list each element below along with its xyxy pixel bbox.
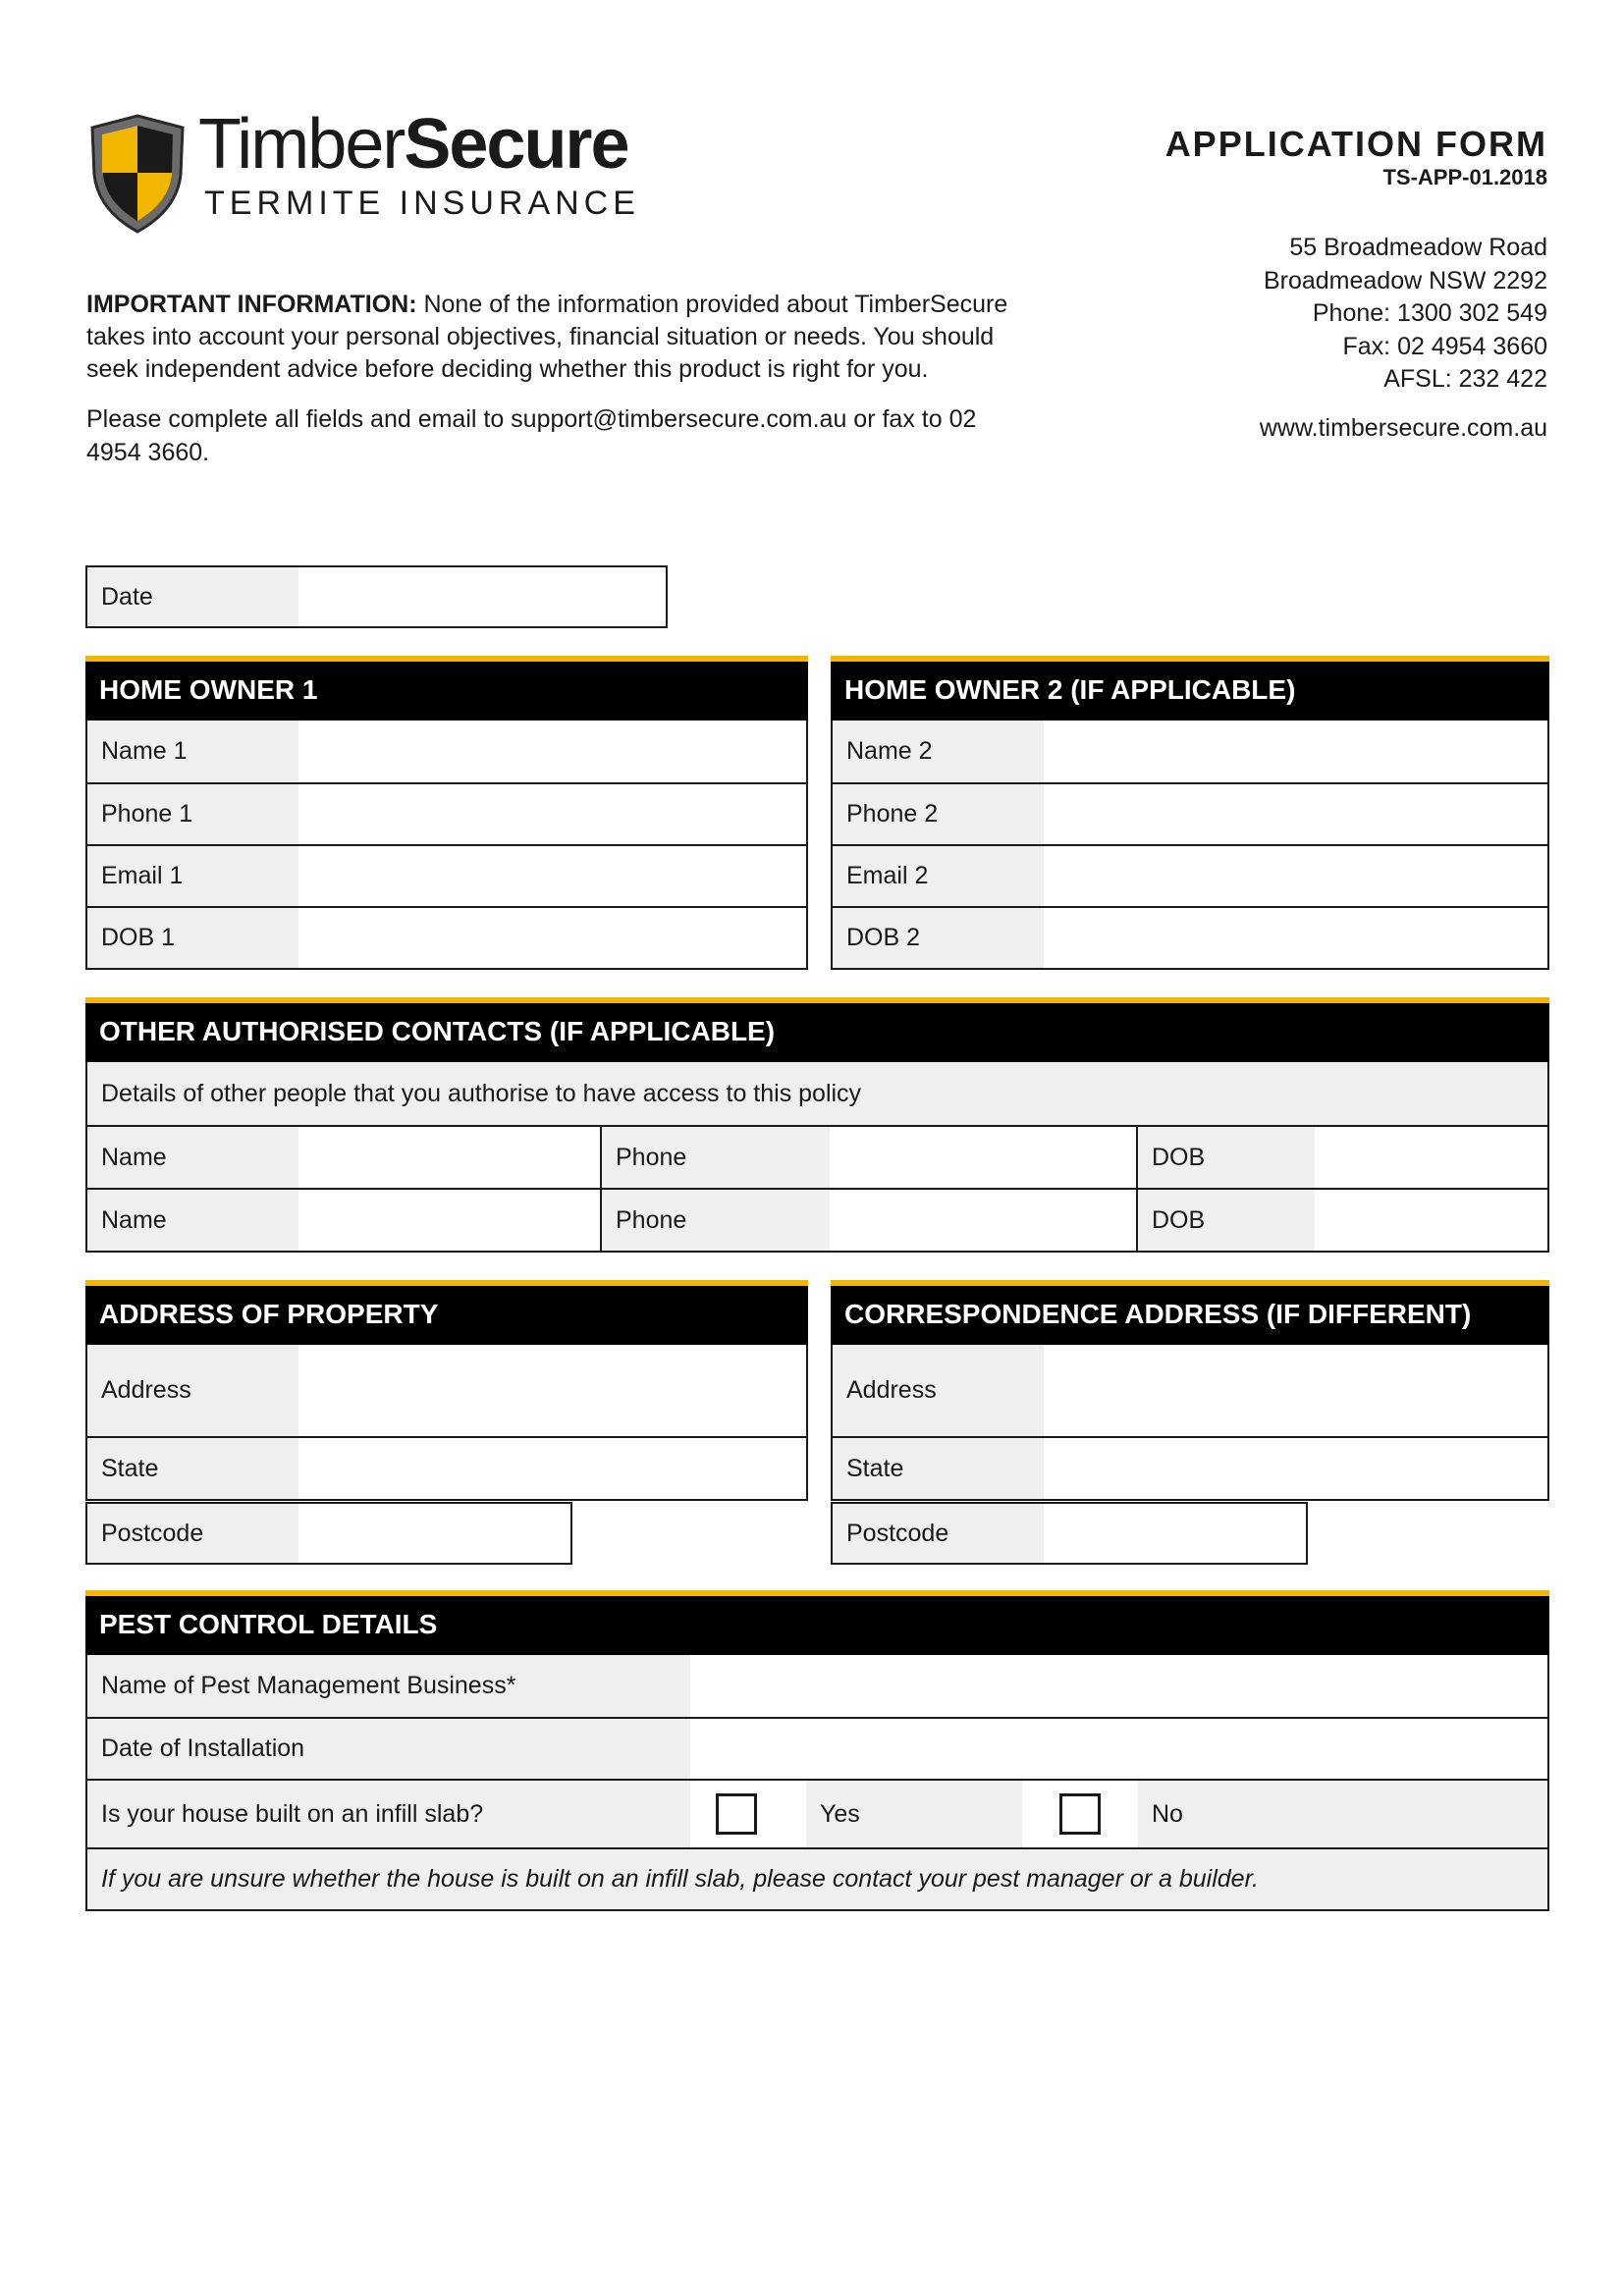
no-label: No <box>1138 1781 1547 1847</box>
owner2-email-field[interactable] <box>1044 846 1547 906</box>
contact2-name-cell <box>87 1190 600 1251</box>
correspondence-address-section <box>831 1280 1549 1501</box>
pest-business-label: Name of Pest Management Business* <box>87 1655 690 1717</box>
contact1-name-label: Name <box>87 1127 298 1188</box>
owner1-email-row <box>87 844 806 906</box>
correspondence-address-field[interactable] <box>1044 1345 1547 1436</box>
install-date-field[interactable] <box>690 1719 1547 1779</box>
contact-row-2 <box>87 1188 1547 1251</box>
contact2-name-input[interactable] <box>298 1190 600 1251</box>
owner2-dob-input[interactable] <box>1044 908 1547 968</box>
contact-row-1 <box>87 1125 1547 1188</box>
contact2-phone-cell <box>600 1190 1136 1251</box>
important-information <box>86 289 1029 386</box>
correspondence-postcode-row <box>831 1502 1308 1565</box>
other-contacts-description: Details of other people that you authorise to have access to this policy <box>87 1062 1547 1125</box>
home-owner-2-section <box>831 656 1549 970</box>
contact1-phone-label: Phone <box>602 1127 830 1188</box>
contact2-name-field[interactable] <box>298 1190 600 1251</box>
property-postcode-input[interactable] <box>298 1504 570 1563</box>
owner1-name-row <box>87 721 806 782</box>
correspondence-postcode-field[interactable] <box>1044 1504 1306 1563</box>
no-checkbox-cell <box>1022 1781 1138 1847</box>
contact1-dob-label: DOB <box>1138 1127 1315 1188</box>
home-owner-1-section <box>85 656 808 970</box>
fax-number: Fax: 02 4954 3660 <box>1342 332 1547 360</box>
contact2-name-label: Name <box>87 1190 298 1251</box>
contact2-phone-field[interactable] <box>830 1190 1136 1251</box>
owner1-dob-row <box>87 906 806 968</box>
contact1-phone-cell <box>600 1127 1136 1188</box>
phone-number: Phone: 1300 302 549 <box>1312 299 1547 327</box>
contact2-dob-input[interactable] <box>1315 1190 1547 1251</box>
correspondence-state-label: State <box>833 1438 1044 1499</box>
pest-control-section <box>85 1590 1549 1911</box>
owner2-phone-field[interactable] <box>1044 784 1547 844</box>
property-state-input[interactable] <box>298 1438 806 1499</box>
pest-business-field[interactable] <box>690 1655 1547 1717</box>
owner1-email-field[interactable] <box>298 846 806 906</box>
date-input[interactable] <box>298 567 666 626</box>
property-postcode-label: Postcode <box>87 1504 298 1563</box>
owner2-phone-row <box>833 782 1547 844</box>
property-postcode-row <box>85 1502 572 1565</box>
company-contact <box>1155 232 1547 397</box>
contact2-phone-label: Phone <box>602 1190 830 1251</box>
brand-logo <box>88 105 640 238</box>
owner2-phone-input[interactable] <box>1044 784 1547 844</box>
instructions-text: Please complete all fields and email to support@timbersecure.com.au or fax to 02 4954 3660. <box>86 405 977 466</box>
infill-slab-row <box>87 1779 1547 1847</box>
address-line-2: Broadmeadow NSW 2292 <box>1263 266 1547 294</box>
property-address-input[interactable] <box>298 1345 806 1436</box>
contact1-dob-input[interactable] <box>1315 1127 1547 1188</box>
property-state-row <box>87 1436 806 1499</box>
property-address-row <box>87 1345 806 1436</box>
owner2-email-input[interactable] <box>1044 846 1547 906</box>
other-contacts-section <box>85 997 1549 1253</box>
owner2-name-field[interactable] <box>1044 721 1547 782</box>
contact1-phone-input[interactable] <box>830 1127 1136 1188</box>
property-state-field[interactable] <box>298 1438 806 1499</box>
property-address-title: ADDRESS OF PROPERTY <box>85 1280 808 1345</box>
owner1-name-label: Name 1 <box>87 721 298 782</box>
owner2-email-row <box>833 844 1547 906</box>
contact1-name-cell <box>87 1127 600 1188</box>
owner1-phone-field[interactable] <box>298 784 806 844</box>
home-owner-2-title: HOME OWNER 2 (IF APPLICABLE) <box>831 656 1549 721</box>
correspondence-address-title: CORRESPONDENCE ADDRESS (IF DIFFERENT) <box>831 1280 1549 1345</box>
owner1-email-label: Email 1 <box>87 846 298 906</box>
website-link[interactable]: www.timbersecure.com.au <box>1259 414 1547 442</box>
contact2-dob-label: DOB <box>1138 1190 1315 1251</box>
owner2-dob-row <box>833 906 1547 968</box>
property-postcode-field[interactable] <box>298 1504 570 1563</box>
property-address-field[interactable] <box>298 1345 806 1436</box>
important-label: IMPORTANT INFORMATION: <box>86 291 417 318</box>
yes-checkbox[interactable] <box>716 1793 757 1835</box>
install-date-label: Date of Installation <box>87 1719 690 1779</box>
owner1-phone-row <box>87 782 806 844</box>
owner2-email-label: Email 2 <box>833 846 1044 906</box>
pest-business-input[interactable] <box>690 1655 1547 1717</box>
owner1-phone-label: Phone 1 <box>87 784 298 844</box>
install-date-row <box>87 1717 1547 1779</box>
date-label: Date <box>87 567 298 626</box>
property-address-section <box>85 1280 808 1501</box>
contact1-name-input[interactable] <box>298 1127 600 1188</box>
property-state-label: State <box>87 1438 298 1499</box>
owner2-phone-label: Phone 2 <box>833 784 1044 844</box>
correspondence-address-label: Address <box>833 1345 1044 1436</box>
owner2-name-input[interactable] <box>1044 721 1547 782</box>
contact1-dob-field[interactable] <box>1315 1127 1547 1188</box>
property-address-label: Address <box>87 1345 298 1436</box>
owner2-name-label: Name 2 <box>833 721 1044 782</box>
correspondence-state-row <box>833 1436 1547 1499</box>
correspondence-postcode-label: Postcode <box>833 1504 1044 1563</box>
owner1-name-field[interactable] <box>298 721 806 782</box>
owner1-dob-input[interactable] <box>298 908 806 968</box>
owner1-name-input[interactable] <box>298 721 806 782</box>
correspondence-state-input[interactable] <box>1044 1438 1547 1499</box>
no-checkbox[interactable] <box>1059 1793 1101 1835</box>
yes-checkbox-cell <box>690 1781 806 1847</box>
yes-label: Yes <box>806 1781 1022 1847</box>
contact1-dob-cell <box>1136 1127 1547 1188</box>
install-date-input[interactable] <box>690 1719 1547 1779</box>
owner1-dob-label: DOB 1 <box>87 908 298 968</box>
correspondence-postcode-input[interactable] <box>1044 1504 1306 1563</box>
pest-business-row <box>87 1655 1547 1717</box>
contact1-phone-field[interactable] <box>830 1127 1136 1188</box>
owner2-dob-label: DOB 2 <box>833 908 1044 968</box>
infill-slab-note: If you are unsure whether the house is built on an infill slab, please contact your pest manager or a builder. <box>87 1847 1547 1909</box>
pest-control-title: PEST CONTROL DETAILS <box>85 1590 1549 1655</box>
owner2-name-row <box>833 721 1547 782</box>
address-line-1: 55 Broadmeadow Road <box>1289 234 1547 261</box>
correspondence-address-input[interactable] <box>1044 1345 1547 1436</box>
owner1-phone-input[interactable] <box>298 784 806 844</box>
contact2-dob-cell <box>1136 1190 1547 1251</box>
brand-subtitle: TERMITE INSURANCE <box>204 185 640 222</box>
owner1-dob-field[interactable] <box>298 908 806 968</box>
owner1-email-input[interactable] <box>298 846 806 906</box>
contact1-name-field[interactable] <box>298 1127 600 1188</box>
correspondence-state-field[interactable] <box>1044 1438 1547 1499</box>
important-text: None of the information provided about TimberSecure takes into account your personal objectives, financial situation or needs. You should seek independent advice before deciding whether this product is right for you. <box>86 291 1008 383</box>
infill-slab-question: Is your house built on an infill slab? <box>87 1781 690 1847</box>
form-title: APPLICATION FORM <box>1164 124 1547 164</box>
other-contacts-title: OTHER AUTHORISED CONTACTS (IF APPLICABLE) <box>85 997 1549 1062</box>
home-owner-1-title: HOME OWNER 1 <box>85 656 808 721</box>
shield-logo-icon <box>88 114 187 234</box>
form-code: TS-APP-01.2018 <box>1382 165 1547 189</box>
owner2-dob-field[interactable] <box>1044 908 1547 968</box>
brand-name: TimberSecure <box>198 105 628 184</box>
contact2-dob-field[interactable] <box>1315 1190 1547 1251</box>
date-field[interactable] <box>298 567 666 626</box>
afsl-number: AFSL: 232 422 <box>1383 365 1547 393</box>
date-row <box>85 565 668 628</box>
correspondence-address-row <box>833 1345 1547 1436</box>
contact2-phone-input[interactable] <box>830 1190 1136 1251</box>
